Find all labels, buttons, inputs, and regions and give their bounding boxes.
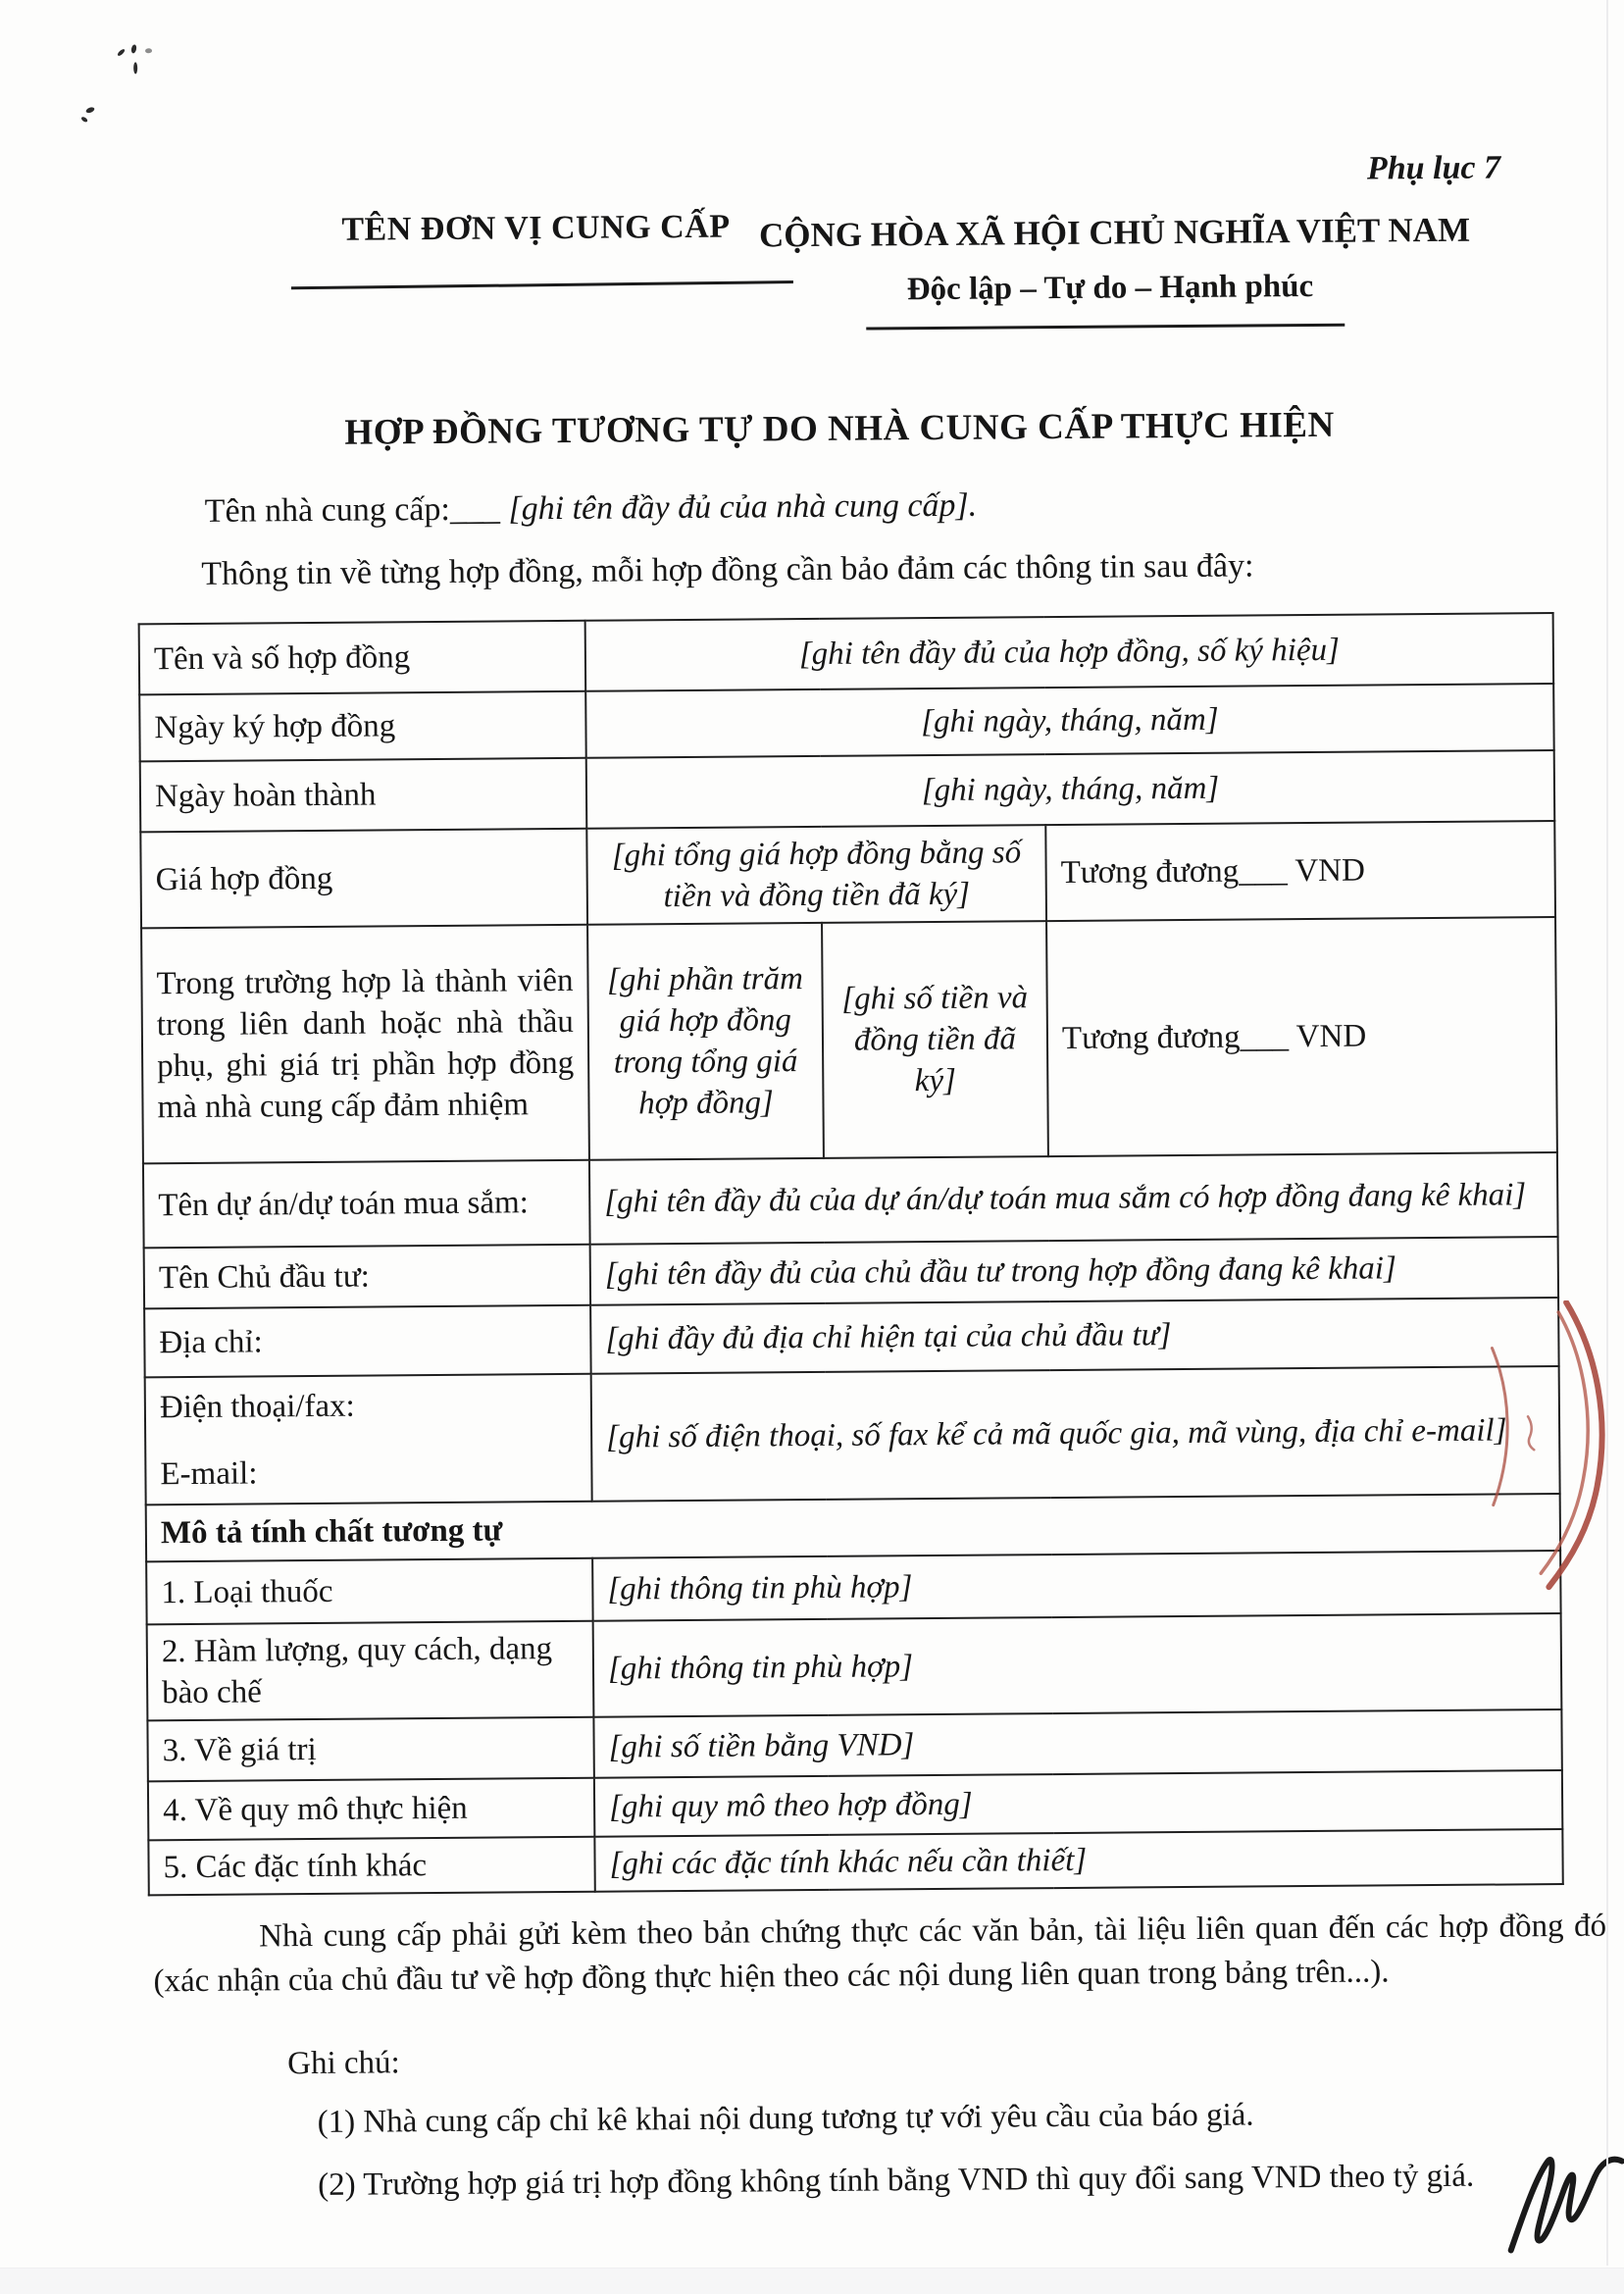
row-label: Trong trường hợp là thành viên trong liên danh hoặc nhà thầu phụ, ghi giá trị phần hợp đồng mà nhà cung cấp đảm nhiệm — [141, 925, 589, 1164]
equivalent-cell — [1046, 917, 1557, 1156]
row-value: [ghi các đặc tính khác nếu cần thiết] — [594, 1829, 1562, 1892]
intro-line: Thông tin về từng hợp đồng, mỗi hợp đồng cần bảo đảm các thông tin sau đây: — [201, 547, 1254, 592]
row-label: 3. Về giá trị — [147, 1717, 593, 1782]
notes-heading: Ghi chú: — [287, 2045, 400, 2082]
row-value: [ghi đầy đủ địa chỉ hiện tại của chủ đầu tư] — [590, 1298, 1559, 1374]
table-row — [146, 1551, 1560, 1624]
red-pen-mark — [1441, 1300, 1624, 1605]
table-row — [148, 1770, 1562, 1840]
note-item: (2) Trường hợp giá trị hợp đồng không tính bằng VND thì quy đổi sang VND theo tỷ giá. — [317, 2158, 1475, 2203]
row-label: 5. Các đặc tính khác — [148, 1837, 594, 1896]
row-value: [ghi tên đầy đủ của chủ đầu tư trong hợp đồng đang kê khai] — [590, 1237, 1558, 1305]
row-value: [ghi quy mô theo hợp đồng] — [594, 1770, 1562, 1837]
row-value: [ghi tên đầy đủ của dự án/dự toán mua sắm có hợp đồng đang kê khai] — [589, 1152, 1558, 1245]
table-row — [147, 1613, 1562, 1720]
row-label: Tên dự án/dự toán mua sắm: — [143, 1160, 590, 1249]
phone-fax-label: Điện thoại/fax: — [159, 1388, 355, 1426]
attachment-note: Nhà cung cấp phải gửi kèm theo bản chứng thực các văn bản, tài liệu liên quan đến các hợp đồng đó (xác nhận của chủ đầu tư về hợp đồng thực hiện theo các nội dung liên quan trong bảng trên...). — [153, 1908, 1607, 2000]
contract-info-table — [138, 612, 1564, 1896]
amount-hint-cell: [ghi số tiền và đồng tiền đã ký] — [822, 921, 1048, 1158]
row-label: Tên Chủ đầu tư: — [144, 1245, 590, 1309]
row-label: Tên và số hợp đồng — [139, 621, 586, 695]
row-value: [ghi thông tin phù hợp] — [592, 1551, 1560, 1621]
row-label: Giá hợp đồng — [140, 829, 587, 929]
table-row — [144, 1298, 1559, 1377]
row-label: Địa chỉ: — [144, 1305, 591, 1378]
ink-speck — [85, 106, 95, 114]
row-label: Ngày hoàn thành — [140, 758, 587, 833]
scan-bottom-strip — [0, 2268, 1624, 2294]
percent-hint-cell: [ghi phần trăm giá hợp đồng trong tổng giá hợp đồng] — [587, 923, 824, 1160]
email-label: E-mail: — [160, 1455, 258, 1493]
row-label: 2. Hàm lượng, quy cách, dạng bào chế — [147, 1621, 594, 1721]
ink-speck — [80, 116, 88, 123]
org-header-underline — [291, 280, 793, 289]
table-row — [147, 1709, 1561, 1781]
national-header: CỘNG HÒA XÃ HỘI CHỦ NGHĨA VIỆT NAM — [758, 210, 1471, 255]
row-value: [ghi số tiền bằng VND] — [593, 1709, 1561, 1778]
ink-speck — [133, 62, 137, 74]
table-row — [143, 1152, 1558, 1248]
section-header: Mô tả tính chất tương tự — [146, 1494, 1560, 1561]
row-value: [ghi tên đầy đủ của hợp đồng, số ký hiệu] — [585, 613, 1554, 691]
row-label: 1. Loại thuốc — [146, 1558, 592, 1625]
ink-speck — [130, 44, 137, 54]
currency-label: VND — [1294, 852, 1366, 890]
table-row — [139, 613, 1554, 694]
table-row — [145, 1366, 1560, 1504]
page-edge-line — [1606, 0, 1608, 2266]
supplier-blank: ___ — [449, 490, 501, 528]
document-title: HỢP ĐỒNG TƯƠNG TỰ DO NHÀ CUNG CẤP THỰC HIỆN — [344, 404, 1335, 453]
org-header: TÊN ĐƠN VỊ CUNG CẤP — [341, 208, 731, 248]
equivalent-label: Tương đương — [1060, 853, 1240, 892]
table-row — [139, 684, 1554, 761]
supplier-hint: [ghi tên đầy đủ của nhà cung cấp]. — [508, 486, 978, 528]
equivalent-blank: ___ — [1240, 1019, 1290, 1055]
equivalent-blank: ___ — [1239, 853, 1288, 890]
note-item: (1) Nhà cung cấp chỉ kê khai nội dung tương tự với yêu cầu của báo giá. — [317, 2097, 1254, 2140]
table-row — [144, 1237, 1558, 1308]
row-label: 4. Về quy mô thực hiện — [148, 1778, 594, 1841]
supplier-line — [205, 487, 978, 531]
national-motto: Độc lập – Tự do – Hạnh phúc — [906, 268, 1314, 308]
row-label — [145, 1374, 592, 1505]
table-row — [140, 750, 1555, 832]
row-value: [ghi ngày, tháng, năm] — [585, 684, 1554, 758]
ink-speck — [117, 48, 126, 57]
currency-label: VND — [1295, 1018, 1367, 1055]
supplier-label: Tên nhà cung cấp: — [204, 490, 451, 530]
row-value: [ghi số điện thoại, số fax kể cả mã quốc gia, mã vùng, địa chỉ e-mail] — [591, 1366, 1560, 1502]
motto-underline — [866, 324, 1345, 331]
appendix-label: Phụ lục 7 — [1366, 149, 1501, 187]
ink-speck — [145, 48, 152, 53]
table-row — [148, 1829, 1562, 1895]
equivalent-label: Tương đương — [1061, 1019, 1241, 1057]
row-value: [ghi thông tin phù hợp] — [593, 1613, 1562, 1717]
row-value: [ghi ngày, tháng, năm] — [586, 750, 1555, 829]
equivalent-cell — [1045, 821, 1555, 921]
table-row — [141, 917, 1557, 1163]
table-row — [140, 821, 1555, 928]
row-value: [ghi tổng giá hợp đồng bằng số tiền và đồng tiền đã ký] — [586, 825, 1046, 925]
row-label: Ngày ký hợp đồng — [139, 691, 586, 762]
